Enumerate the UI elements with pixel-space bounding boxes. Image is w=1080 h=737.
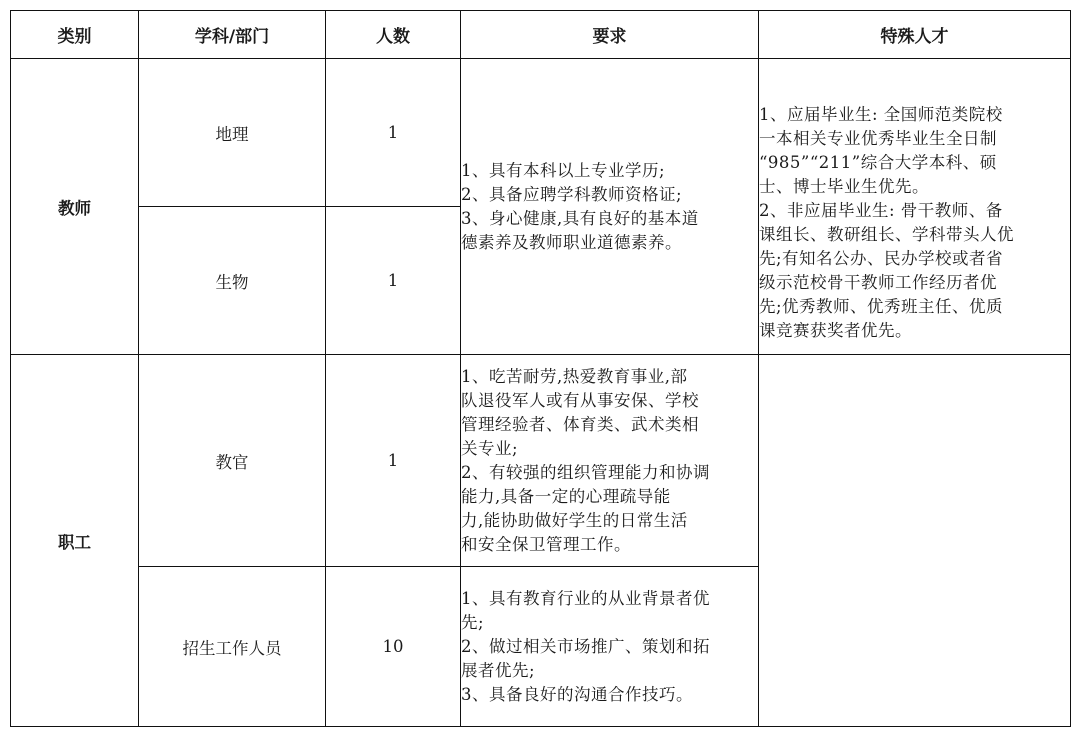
special-talent-line: 课组长、教研组长、学科带头人优 <box>759 224 1014 244</box>
requirement-line: 和安全保卫管理工作。 <box>461 534 631 554</box>
requirements-instructor <box>461 355 759 567</box>
special-talent-line: 课竞赛获奖者优先。 <box>759 320 912 340</box>
requirement-line: 关专业; <box>461 438 519 458</box>
special-talent-staff <box>759 355 1071 727</box>
count-biology: 1 <box>326 207 461 355</box>
requirement-line: 2、做过相关市场推广、策划和拓 <box>461 636 710 656</box>
requirements-teacher <box>461 59 759 355</box>
special-talent-line: 士、博士毕业生优先。 <box>759 176 929 196</box>
header-requirements: 要求 <box>461 11 759 59</box>
header-category: 类别 <box>11 11 139 59</box>
subject-geography: 地理 <box>139 59 326 207</box>
special-talent-line: 1、应届毕业生: 全国师范类院校 <box>759 104 1003 124</box>
requirement-line: 管理经验者、体育类、武术类相 <box>461 414 699 434</box>
count-admissions-staff: 10 <box>326 567 461 727</box>
recruitment-table <box>10 10 1071 727</box>
requirement-line: 能力,具备一定的心理疏导能 <box>461 486 671 506</box>
requirement-line: 1、具有教育行业的从业背景者优 <box>461 588 710 608</box>
table-header-row <box>11 11 1071 59</box>
requirement-line: 2、具备应聘学科教师资格证; <box>461 184 683 204</box>
special-talent-line: 先;有知名公办、民办学校或者省 <box>759 248 1004 268</box>
requirements-admissions-staff <box>461 567 759 727</box>
special-talent-teacher <box>759 59 1071 355</box>
subject-biology: 生物 <box>139 207 326 355</box>
requirement-line: 1、具有本科以上专业学历; <box>461 160 666 180</box>
header-special-talent: 特殊人才 <box>759 11 1071 59</box>
count-geography: 1 <box>326 59 461 207</box>
table-row <box>11 59 1071 207</box>
special-talent-line: 一本相关专业优秀毕业生全日制 <box>759 128 997 148</box>
requirement-line: 1、吃苦耐劳,热爱教育事业,部 <box>461 366 688 386</box>
requirement-line: 展者优先; <box>461 660 536 680</box>
special-talent-line: 级示范校骨干教师工作经历者优 <box>759 272 997 292</box>
special-talent-line: “985”“211”综合大学本科、硕 <box>759 152 997 172</box>
category-staff: 职工 <box>11 355 139 727</box>
table-row <box>11 355 1071 567</box>
subject-admissions-staff: 招生工作人员 <box>139 567 326 727</box>
requirement-line: 德素养及教师职业道德素养。 <box>461 232 682 252</box>
special-talent-line: 先;优秀教师、优秀班主任、优质 <box>759 296 1004 316</box>
requirement-line: 2、有较强的组织管理能力和协调 <box>461 462 710 482</box>
header-count: 人数 <box>326 11 461 59</box>
special-talent-line: 2、非应届毕业生: 骨干教师、备 <box>759 200 1003 220</box>
requirement-line: 先; <box>461 612 485 632</box>
requirement-line: 3、身心健康,具有良好的基本道 <box>461 208 699 228</box>
header-subject: 学科/部门 <box>139 11 326 59</box>
category-teacher: 教师 <box>11 59 139 355</box>
requirement-line: 力,能协助做好学生的日常生活 <box>461 510 688 530</box>
requirement-line: 3、具备良好的沟通合作技巧。 <box>461 684 693 704</box>
count-instructor: 1 <box>326 355 461 567</box>
requirement-line: 队退役军人或有从事安保、学校 <box>461 390 699 410</box>
subject-instructor: 教官 <box>139 355 326 567</box>
